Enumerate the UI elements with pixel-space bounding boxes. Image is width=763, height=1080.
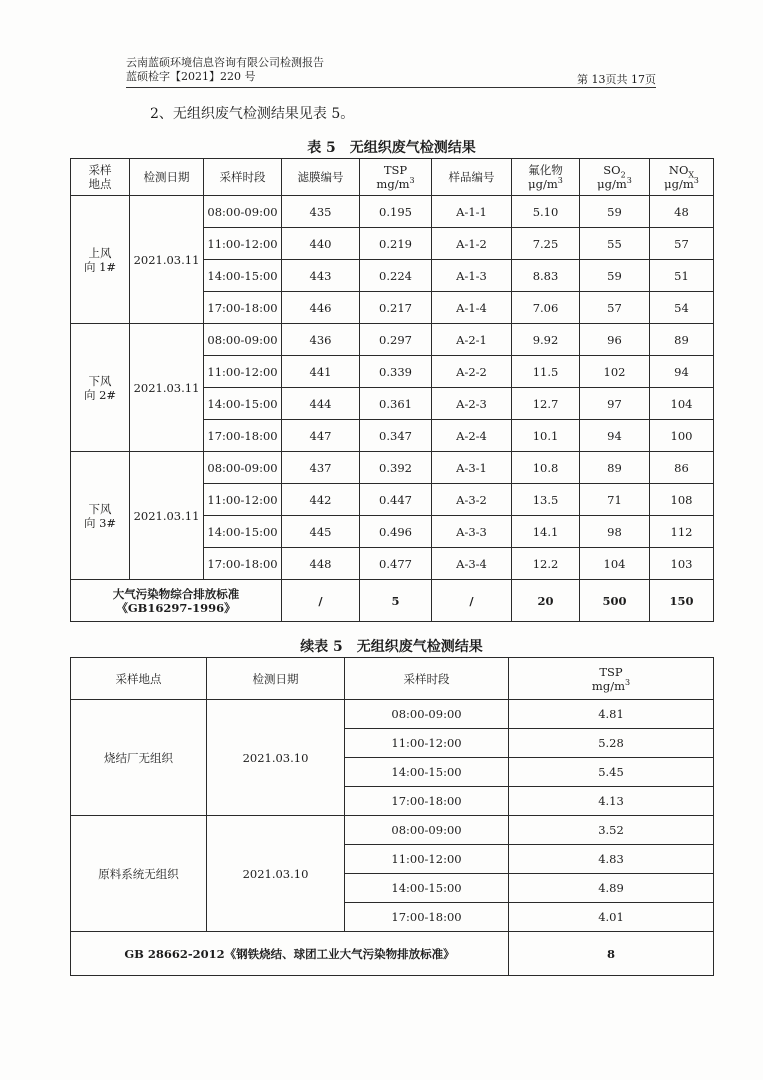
period-cell: 17:00-18:00	[204, 292, 282, 324]
filter-cell: 442	[282, 484, 360, 516]
fluoride-cell: 12.7	[512, 388, 580, 420]
table5-header-row	[71, 159, 714, 196]
tsp-cell: 0.217	[360, 292, 432, 324]
so2-cell: 104	[580, 548, 650, 580]
so2-cell: 96	[580, 324, 650, 356]
sample-cell: A-1-1	[432, 196, 512, 228]
tsp-cell: 0.496	[360, 516, 432, 548]
tsp-cell: 4.89	[509, 874, 714, 903]
filter-cell: 448	[282, 548, 360, 580]
filter-cell: 446	[282, 292, 360, 324]
tsp-cell: 0.219	[360, 228, 432, 260]
fluoride-cell: 9.92	[512, 324, 580, 356]
header-site: 采样 地点	[71, 159, 130, 196]
nox-cell: 103	[650, 548, 714, 580]
nox-cell: 89	[650, 324, 714, 356]
intro-text: 2、无组织废气检测结果见表 5。	[150, 106, 355, 122]
tsp-cell: 4.83	[509, 845, 714, 874]
sample-cell: A-1-3	[432, 260, 512, 292]
tsp-cell: 3.52	[509, 816, 714, 845]
table5-standard-row	[71, 580, 714, 622]
site-line: 上风	[88, 245, 112, 260]
period-cell: 14:00-15:00	[204, 516, 282, 548]
sample-cell: A-3-4	[432, 548, 512, 580]
sample-cell: A-3-3	[432, 516, 512, 548]
nox-cell: 86	[650, 452, 714, 484]
nox-cell: 48	[650, 196, 714, 228]
period-cell: 17:00-18:00	[204, 548, 282, 580]
nox-cell: 57	[650, 228, 714, 260]
standard-nox: 150	[650, 580, 714, 622]
period-cell: 11:00-12:00	[204, 228, 282, 260]
tsp-cell: 4.13	[509, 787, 714, 816]
sample-cell: A-2-3	[432, 388, 512, 420]
standard-tsp: 8	[509, 932, 714, 976]
sample-cell: A-2-4	[432, 420, 512, 452]
date-cell: 2021.03.10	[207, 816, 345, 932]
header-date: 检测日期	[207, 658, 345, 700]
site-line: 下风	[88, 501, 112, 516]
tsp-cell: 0.361	[360, 388, 432, 420]
period-cell: 08:00-09:00	[345, 816, 509, 845]
nox-cell: 54	[650, 292, 714, 324]
sample-cell: A-3-1	[432, 452, 512, 484]
table-row	[71, 816, 714, 845]
fluoride-cell: 14.1	[512, 516, 580, 548]
so2-cell: 94	[580, 420, 650, 452]
nox-cell: 94	[650, 356, 714, 388]
date-cell: 2021.03.11	[130, 324, 204, 452]
filter-cell: 436	[282, 324, 360, 356]
header-filter: 滤膜编号	[282, 159, 360, 196]
period-cell: 17:00-18:00	[345, 787, 509, 816]
period-cell: 11:00-12:00	[204, 484, 282, 516]
period-cell: 08:00-09:00	[204, 196, 282, 228]
standard-sample: /	[432, 580, 512, 622]
standard-name: 大气污染物综合排放标准 《GB16297-1996》	[71, 580, 282, 622]
so2-cell: 89	[580, 452, 650, 484]
header-period: 采样时段	[345, 658, 509, 700]
period-cell: 11:00-12:00	[204, 356, 282, 388]
filter-cell: 440	[282, 228, 360, 260]
table-row	[71, 196, 714, 228]
sample-cell: A-2-1	[432, 324, 512, 356]
company-name: 云南蓝硕环境信息咨询有限公司检测报告	[126, 56, 324, 69]
table-row	[71, 452, 714, 484]
header-sample: 样品编号	[432, 159, 512, 196]
so2-cell: 98	[580, 516, 650, 548]
table5	[70, 158, 714, 622]
site-line: 向 2#	[83, 387, 117, 402]
nox-cell: 112	[650, 516, 714, 548]
header-site: 采样地点	[71, 658, 207, 700]
site-line: 向 3#	[83, 515, 117, 530]
tsp-cell: 0.195	[360, 196, 432, 228]
so2-cell: 55	[580, 228, 650, 260]
page-number: 第 13页共 17页	[577, 73, 656, 86]
tsp-cell: 0.297	[360, 324, 432, 356]
so2-cell: 57	[580, 292, 650, 324]
table5b-header-row	[71, 658, 714, 700]
standard-tsp: 5	[360, 580, 432, 622]
period-cell: 14:00-15:00	[204, 260, 282, 292]
filter-cell: 437	[282, 452, 360, 484]
filter-cell: 445	[282, 516, 360, 548]
table-row	[71, 324, 714, 356]
nox-cell: 104	[650, 388, 714, 420]
tsp-cell: 0.447	[360, 484, 432, 516]
header-period: 采样时段	[204, 159, 282, 196]
tsp-cell: 4.81	[509, 700, 714, 729]
period-cell: 14:00-15:00	[204, 388, 282, 420]
sample-cell: A-1-2	[432, 228, 512, 260]
standard-name: GB 28662-2012《钢铁烧结、球团工业大气污染物排放标准》	[71, 932, 509, 976]
table5-caption: 表 5 无组织废气检测结果	[307, 140, 476, 156]
site-cell: 烧结厂无组织	[71, 700, 207, 816]
filter-cell: 435	[282, 196, 360, 228]
standard-fluoride: 20	[512, 580, 580, 622]
fluoride-cell: 10.1	[512, 420, 580, 452]
period-cell: 08:00-09:00	[204, 452, 282, 484]
sample-cell: A-2-2	[432, 356, 512, 388]
date-cell: 2021.03.10	[207, 700, 345, 816]
table5b-caption: 续表 5 无组织废气检测结果	[300, 639, 483, 655]
period-cell: 11:00-12:00	[345, 729, 509, 758]
date-cell: 2021.03.11	[130, 196, 204, 324]
fluoride-cell: 12.2	[512, 548, 580, 580]
table5b-standard-row	[71, 932, 714, 976]
site-cell	[71, 196, 130, 324]
so2-cell: 102	[580, 356, 650, 388]
sample-cell: A-1-4	[432, 292, 512, 324]
period-cell: 08:00-09:00	[345, 700, 509, 729]
nox-cell: 108	[650, 484, 714, 516]
standard-filter: /	[282, 580, 360, 622]
site-cell	[71, 324, 130, 452]
site-cell: 原料系统无组织	[71, 816, 207, 932]
so2-cell: 59	[580, 196, 650, 228]
header-tsp: TSP $mg/m^3$	[509, 658, 714, 700]
standard-so2: 500	[580, 580, 650, 622]
tsp-cell: 5.28	[509, 729, 714, 758]
nox-cell: 100	[650, 420, 714, 452]
tsp-cell: 4.01	[509, 903, 714, 932]
header-date: 检测日期	[130, 159, 204, 196]
tsp-cell: 0.392	[360, 452, 432, 484]
report-header	[126, 56, 656, 84]
so2-cell: 97	[580, 388, 650, 420]
table-row	[71, 700, 714, 729]
filter-cell: 441	[282, 356, 360, 388]
header-so2: $SO_2$ $\mu g/m^3$	[580, 159, 650, 196]
fluoride-cell: 11.5	[512, 356, 580, 388]
table5b	[70, 657, 714, 976]
filter-cell: 444	[282, 388, 360, 420]
nox-cell: 51	[650, 260, 714, 292]
period-cell: 14:00-15:00	[345, 758, 509, 787]
site-line: 向 1#	[83, 259, 117, 274]
header-nox: $NO_X$ $\mu g/m^3$	[650, 159, 714, 196]
so2-cell: 59	[580, 260, 650, 292]
so2-cell: 71	[580, 484, 650, 516]
tsp-cell: 0.224	[360, 260, 432, 292]
tsp-cell: 5.45	[509, 758, 714, 787]
tsp-cell: 0.339	[360, 356, 432, 388]
site-cell	[71, 452, 130, 580]
report-number: 蓝硕检字【2021】220 号	[126, 70, 256, 83]
filter-cell: 443	[282, 260, 360, 292]
header-rule	[126, 87, 656, 88]
date-cell: 2021.03.11	[130, 452, 204, 580]
sample-cell: A-3-2	[432, 484, 512, 516]
fluoride-cell: 8.83	[512, 260, 580, 292]
period-cell: 17:00-18:00	[345, 903, 509, 932]
fluoride-cell: 7.06	[512, 292, 580, 324]
period-cell: 08:00-09:00	[204, 324, 282, 356]
fluoride-cell: 13.5	[512, 484, 580, 516]
filter-cell: 447	[282, 420, 360, 452]
tsp-cell: 0.477	[360, 548, 432, 580]
period-cell: 14:00-15:00	[345, 874, 509, 903]
header-tsp: TSP $mg/m^3$	[360, 159, 432, 196]
site-line: 下风	[88, 373, 112, 388]
header-fluoride: 氟化物 $\mu g/m^3$	[512, 159, 580, 196]
tsp-cell: 0.347	[360, 420, 432, 452]
period-cell: 17:00-18:00	[204, 420, 282, 452]
fluoride-cell: 5.10	[512, 196, 580, 228]
fluoride-cell: 10.8	[512, 452, 580, 484]
period-cell: 11:00-12:00	[345, 845, 509, 874]
fluoride-cell: 7.25	[512, 228, 580, 260]
